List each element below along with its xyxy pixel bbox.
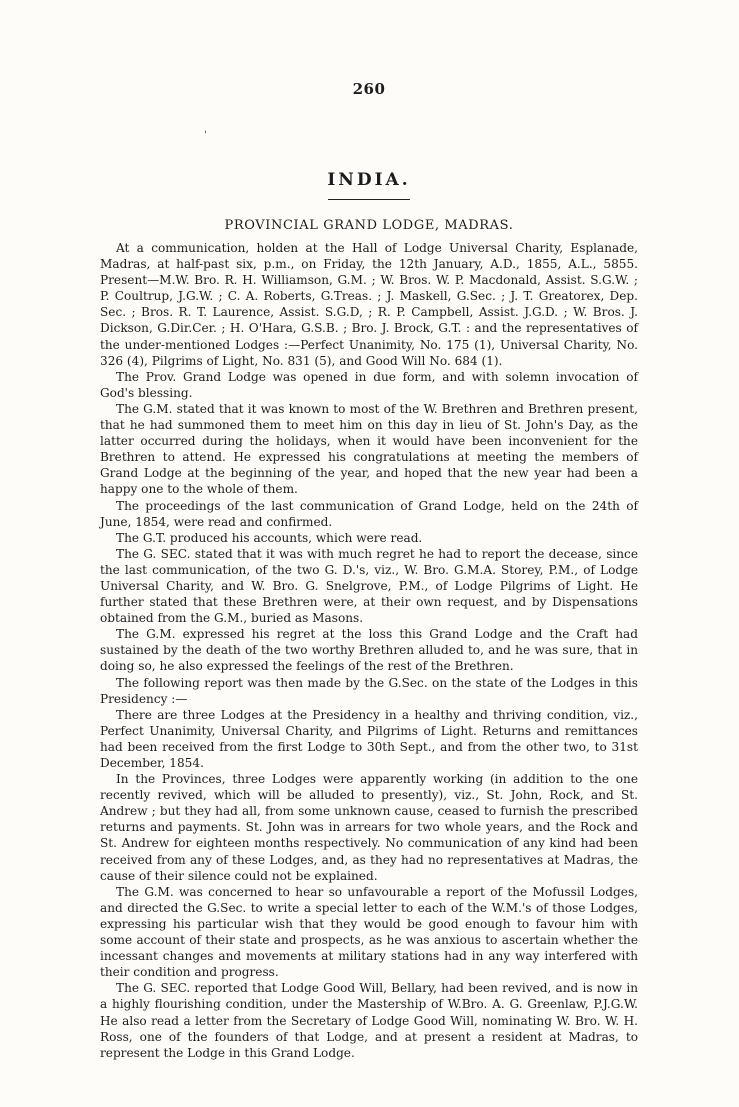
page-number: 260 <box>352 80 386 98</box>
article-body <box>100 240 638 1061</box>
paragraph: The proceedings of the last communication of Grand Lodge, held on the 24th of June, 1854, were read and confirmed. <box>100 498 638 529</box>
paragraph: At a communication, holden at the Hall of Lodge Universal Charity, Esplanade, Madras, at half-past six, p.m., on Friday, the 12th January, A.D., 1855, A.L., 5855. Present—M.W. Bro. R. H. Williamson, G.M. ; W. Bros. W. P. Macdonald, Assist. S.G.W. ; P. Coultrup, J.G.W. ; C. A. Roberts, G.Treas. ; J. Maskell, G.Sec. ; J. T. Greatorex, Dep. Sec. ; Bros. R. T. Laurence, Assist. S.G.D, ; R. P. Campbell, Assist. J.G.D. ; W. Bros. J. Dickson, G.Dir.Cer. ; H. O'Hara, G.S.B. ; Bro. J. Brock, G.T. : and the representatives of the under-mentioned Lodges :—Perfect Unanimity, No. 175 (1), Universal Charity, No. 326 (4), Pilgrims of Light, No. 831 (5), and Good Will No. 684 (1). <box>100 241 638 368</box>
paragraph: The G.M. was concerned to hear so unfavourable a report of the Mofussil Lodges, and directed the G.Sec. to write a special letter to each of the W.M.'s of those Lodges, expressing his particular wish that they would be good enough to favour him with some account of their state and prospects, as he was anxious to ascertain whether the incessant changes and movements at military stations had in any way interfered with their condition and progress. <box>100 884 638 980</box>
paragraph: The G.M. stated that it was known to most of the W. Brethren and Brethren present, that he had summoned them to meet him on this day in lieu of St. John's Day, as the latter occurred during the holidays, when it would have been inconvenient for the Brethren to attend. He expressed his congratulations at meeting the members of Grand Lodge at the beginning of the year, and hoped that the new year had been a happy one to the whole of them. <box>100 401 638 497</box>
section-title: INDIA. <box>327 170 411 190</box>
stray-ink-mark: ' <box>204 130 207 141</box>
paragraph: The Prov. Grand Lodge was opened in due form, and with solemn invocation of God's blessing. <box>100 369 638 400</box>
paragraph: The G.T. produced his accounts, which were read. <box>116 530 423 545</box>
article-subtitle: PROVINCIAL GRAND LODGE, MADRAS. <box>224 218 514 233</box>
title-divider <box>328 199 410 200</box>
paragraph: The following report was then made by the G.Sec. on the state of the Lodges in this Presidency :— <box>100 675 638 706</box>
paragraph: The G. SEC. reported that Lodge Good Will, Bellary, had been revived, and is now in a highly flourishing condition, under the Mastership of W.Bro. A. G. Greenlaw, P.J.G.W. He also read a letter from the Secretary of Lodge Good Will, nominating W. Bro. W. H. Ross, one of the founders of that Lodge, and at present a resident at Madras, to represent the Lodge in this Grand Lodge. <box>100 981 638 1060</box>
paragraph: The G.M. expressed his regret at the loss this Grand Lodge and the Craft had sustained by the death of the two worthy Brethren alluded to, and he was sure, that in doing so, he also expressed the feelings of the rest of the Brethren. <box>100 627 638 674</box>
paragraph: There are three Lodges at the Presidency in a healthy and thriving condition, viz., Perfect Unanimity, Universal Charity, and Pilgrims of Light. Returns and remittances had been received from the first Lodge to 30th Sept., and from the other two, to 31st December, 1854. <box>100 707 638 770</box>
paragraph: In the Provinces, three Lodges were apparently working (in addition to the one recently revived, which will be alluded to presently), viz., St. John, Rock, and St. Andrew ; but they had all, from some unknown cause, ceased to furnish the prescribed returns and payments. St. John was in arrears for two whole years, and the Rock and St. Andrew for eighteen months respectively. No communication of any kind had been received from any of these Lodges, and, as they had no representatives at Madras, the cause of their silence could not be explained. <box>100 772 638 883</box>
paragraph: The G. SEC. stated that it was with much regret he had to report the decease, since the last communication, of the two G. D.'s, viz., W. Bro. G.M.A. Storey, P.M., of Lodge Universal Charity, and W. Bro. G. Snelgrove, P.M., of Lodge Pilgrims of Light. He further stated that these Brethren were, at their own request, and by Dispensations obtained from the G.M., buried as Masons. <box>100 546 638 626</box>
